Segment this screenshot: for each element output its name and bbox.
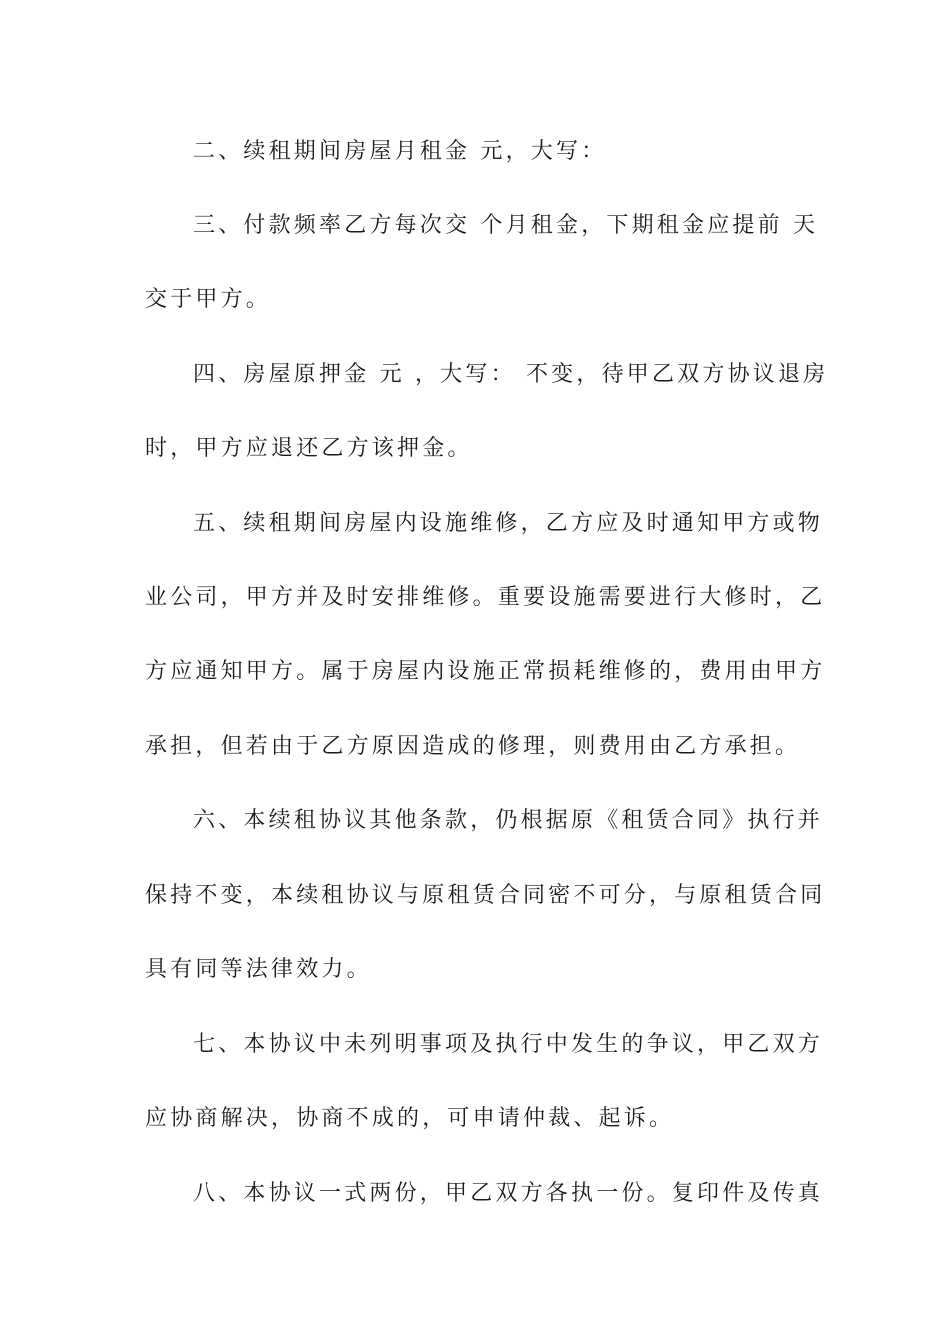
clause-7-line-2: 应协商解决，协商不成的，可申请仲裁、起诉。 bbox=[145, 1106, 675, 1131]
clause-5-line-3: 方应通知甲方。属于房屋内设施正常损耗维修的，费用由甲方 bbox=[145, 659, 826, 684]
clause-7-line-1: 七、本协议中未列明事项及执行中发生的争议，甲乙双方 bbox=[193, 1032, 824, 1057]
clause-6-line-3: 具有同等法律效力。 bbox=[145, 957, 372, 982]
clause-5-line-2: 业公司，甲方并及时安排维修。重要设施需要进行大修时，乙 bbox=[145, 585, 826, 610]
clause-5-line-4: 承担，但若由于乙方原因造成的修理，则费用由乙方承担。 bbox=[145, 734, 801, 759]
clause-2-line-1: 二、续租期间房屋月租金 元，大写： bbox=[193, 139, 607, 164]
clause-3-line-2: 交于甲方。 bbox=[145, 287, 272, 312]
clause-8-line-1: 八、本协议一式两份，甲乙双方各执一份。复印件及传真 bbox=[193, 1181, 824, 1206]
clause-5-line-1: 五、续租期间房屋内设施维修，乙方应及时通知甲方或物 bbox=[193, 511, 824, 536]
clause-6-line-2: 保持不变，本续租协议与原租赁合同密不可分，与原租赁合同 bbox=[145, 883, 826, 908]
clause-3-line-1: 三、付款频率乙方每次交 个月租金，下期租金应提前 天 bbox=[193, 213, 819, 238]
clause-4-line-2: 时，甲方应退还乙方该押金。 bbox=[145, 436, 473, 461]
clause-4-line-1: 四、房屋原押金 元 ，大写： 不变，待甲乙双方协议退房 bbox=[193, 362, 829, 387]
clause-6-line-1: 六、本续租协议其他条款，仍根据原《租赁合同》执行并 bbox=[193, 808, 824, 833]
